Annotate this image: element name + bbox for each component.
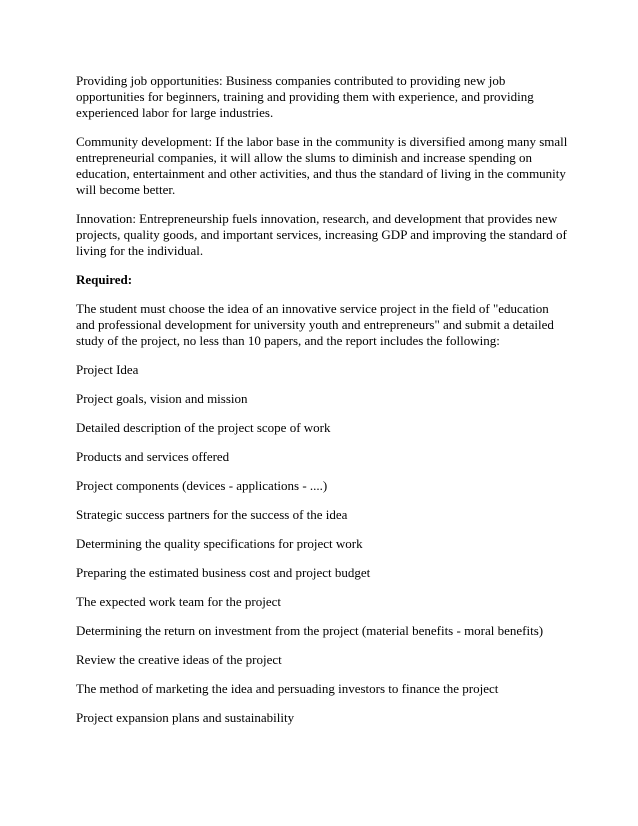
paragraph-community-development: Community development: If the labor base in the community is diversified among many small entrepreneurial companies, it will allow the slums to diminish and increase spending on education, entertainment and other activities, and thus the standard of living in the community will become better. bbox=[76, 134, 568, 197]
paragraph-job-opportunities: Providing job opportunities: Business companies contributed to providing new job opportunities for beginners, training and providing them with experience, and providing experienced labor for large industries. bbox=[76, 73, 534, 120]
list-item-goals: Project goals, vision and mission bbox=[76, 391, 248, 406]
list-item-scope: Detailed description of the project scope of work bbox=[76, 420, 331, 435]
required-heading: Required: bbox=[76, 272, 133, 287]
list-item-project-idea: Project Idea bbox=[76, 362, 139, 377]
required-intro: The student must choose the idea of an innovative service project in the field of "education and professional development for university youth and entrepreneurs" and submit a detailed study of the project, no less than 10 papers, and the report includes the following: bbox=[76, 301, 554, 348]
list-item-team: The expected work team for the project bbox=[76, 594, 282, 609]
list-item-partners: Strategic success partners for the success of the idea bbox=[76, 507, 348, 522]
list-item-expansion: Project expansion plans and sustainability bbox=[76, 710, 295, 725]
document-body bbox=[76, 73, 568, 739]
list-item-components: Project components (devices - applications - ....) bbox=[76, 478, 328, 493]
paragraph-innovation: Innovation: Entrepreneurship fuels innovation, research, and development that provides new projects, quality goods, and important services, increasing GDP and improving the standard of living for the individual. bbox=[76, 211, 567, 258]
list-item-quality: Determining the quality specifications for project work bbox=[76, 536, 363, 551]
list-item-marketing: The method of marketing the idea and persuading investors to finance the project bbox=[76, 681, 499, 696]
list-item-products: Products and services offered bbox=[76, 449, 230, 464]
list-item-roi: Determining the return on investment from the project (material benefits - moral benefits) bbox=[76, 623, 544, 638]
list-item-budget: Preparing the estimated business cost and project budget bbox=[76, 565, 371, 580]
list-item-creative-ideas: Review the creative ideas of the project bbox=[76, 652, 282, 667]
